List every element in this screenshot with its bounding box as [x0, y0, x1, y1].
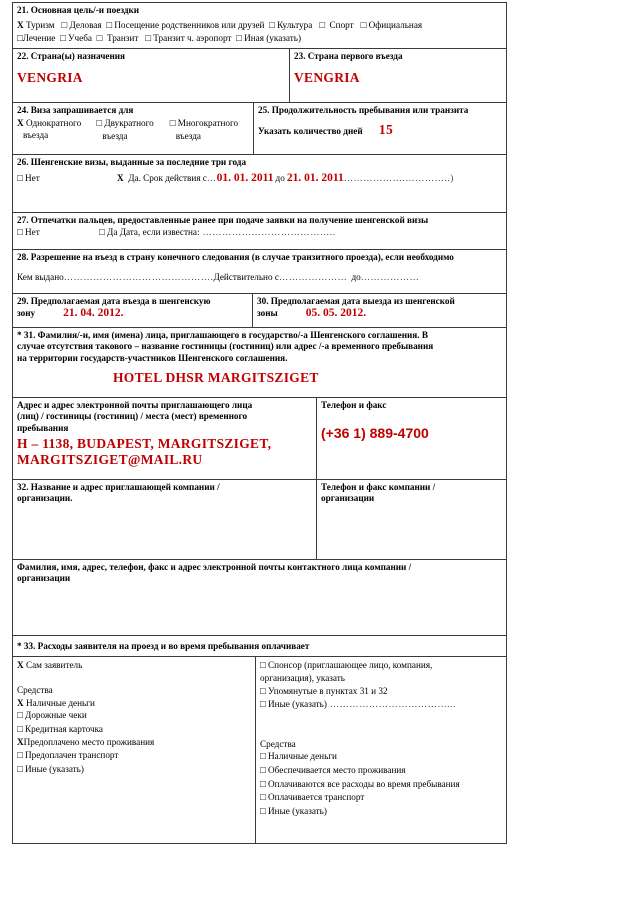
purpose-option-visiting-label: Посещение родственников или друзей — [114, 19, 265, 30]
payer-self-means-cash-label: Наличные деньги — [25, 697, 95, 708]
section-31-title-line-3: на территории государств-участников Шенгенского соглашения. — [17, 352, 288, 363]
section-33-left-column — [13, 657, 256, 843]
section-27-answer — [17, 226, 502, 239]
section-25-value[interactable]: 15 — [378, 122, 394, 137]
checkbox-icon: □ — [260, 793, 266, 804]
section-28-title: 28. Разрешение на въезд в страну конечного следования (в случае транзитного проезда), если необходимо — [17, 251, 454, 262]
section-32-title-line-2: организации. — [17, 493, 73, 503]
contact-person-label-line-1: Фамилия, имя, адрес, телефон, факс и адрес электронной почты контактного лица компании / — [17, 561, 412, 572]
section-24-options — [17, 117, 249, 142]
section-26-trailing-dots: ……………….…………..) — [343, 173, 454, 183]
section-32-phone-label-line-1: Телефон и факс компании / — [321, 481, 436, 492]
section-27-yes-label: Да Дата, если известна: — [107, 227, 200, 237]
purpose-option-medical[interactable] — [17, 33, 55, 43]
section-26-no-label: Нет — [25, 173, 40, 183]
payer-self-means-cash[interactable] — [17, 697, 251, 710]
purpose-option-business[interactable] — [61, 20, 101, 30]
form-row-27 — [13, 213, 506, 250]
payer-self-label: Сам заявитель — [25, 659, 83, 670]
purpose-option-culture-label: Культура — [277, 19, 313, 30]
purpose-option-study[interactable] — [60, 33, 92, 43]
purpose-option-culture[interactable] — [269, 20, 312, 30]
checkbox-icon: □ — [260, 660, 266, 671]
purpose-option-visiting[interactable] — [106, 20, 264, 30]
entry-option-double-sublabel: въезда — [102, 131, 128, 141]
section-25-field-label: Указать количество дней — [258, 126, 363, 136]
form-row-21 — [13, 3, 506, 49]
purpose-option-sport-label: Спорт — [329, 19, 354, 30]
section-28-valid-to-label: до — [351, 272, 361, 282]
payer-self-means-prepaid-accommodation[interactable] — [17, 736, 251, 749]
form-row-26 — [13, 155, 506, 213]
purpose-option-airport-transit-label: Транзит ч. аэропорт — [153, 32, 232, 43]
checkbox-icon: □ — [360, 20, 367, 31]
section-27-trailing-dots: ………………………………….. — [202, 227, 336, 237]
payer-sponsor-means-cash-label: Наличные деньги — [268, 751, 337, 762]
payer-self-means-other[interactable] — [17, 763, 251, 777]
section-26-title: 26. Шенгенские визы, выданные за последние три года — [17, 156, 247, 167]
payer-self-means-other-label: Иные (указать) — [25, 763, 84, 774]
section-25-field — [258, 124, 502, 138]
section-29-value[interactable]: 21. 04. 2012. — [63, 307, 124, 319]
checkbox-icon: □ — [17, 174, 23, 184]
section-26-answer — [17, 172, 502, 185]
checked-mark: X — [17, 697, 24, 708]
payer-sponsor-means-cash[interactable] — [260, 750, 502, 764]
form-row-28 — [13, 250, 506, 294]
checkbox-icon: □ — [260, 700, 266, 711]
section-26-between-label: до — [275, 173, 285, 183]
purpose-option-sport[interactable] — [319, 20, 353, 30]
checkbox-icon: □ — [17, 711, 23, 722]
payer-self-means-travellers-cheques-label: Дорожные чеки — [25, 710, 87, 721]
section-30-cell — [253, 294, 506, 327]
form-row-address-phone — [13, 398, 506, 480]
checkbox-icon: □ — [260, 806, 266, 817]
payer-self-means-prepaid-transport[interactable] — [17, 749, 251, 763]
payer-self-means-prepaid-transport-label: Предоплачен транспорт — [25, 750, 119, 761]
payer-sponsor-means-other[interactable] — [260, 805, 502, 819]
checkbox-icon: □ — [260, 686, 266, 697]
section-29-subtitle: зону — [17, 308, 36, 318]
invite-address-value-line-2[interactable]: MARGITSZIGET@MAIL.RU — [17, 452, 203, 467]
invite-address-label-line-2: (лиц) / гостиницы (гостиниц) / места (мест) временного — [17, 411, 248, 421]
form-row-33-title — [13, 636, 506, 657]
payer-sponsor-means-transport-label: Оплачивается транспорт — [268, 792, 365, 803]
section-33-right-column — [256, 657, 506, 843]
form-row-31 — [13, 328, 506, 398]
checkbox-icon: □ — [145, 33, 151, 44]
payer-sponsor-other-label: Иные (указать) — [268, 699, 327, 710]
section-24-title: 24. Виза запрашивается для — [17, 104, 134, 115]
section-31-title-line-1: * 31. Фамилия/-и, имя (имена) лица, приглашающего в государство/-а Шенгенского соглашения. В — [17, 329, 428, 340]
section-26-date-to[interactable]: 21. 01. 2011 — [286, 172, 344, 184]
purpose-option-business-label: Деловая — [69, 19, 102, 30]
form-row-29-30 — [13, 294, 506, 328]
checkbox-icon: □ — [169, 119, 176, 129]
entry-option-single[interactable] — [17, 117, 96, 142]
checked-mark: X — [17, 118, 24, 128]
payer-self-means-credit-card[interactable] — [17, 723, 251, 737]
checkbox-icon: □ — [17, 33, 23, 44]
entry-option-single-sublabel: въезда — [23, 130, 49, 140]
section-26-yes-option[interactable] — [117, 172, 207, 184]
checkbox-icon: □ — [59, 33, 66, 44]
purpose-option-other[interactable] — [236, 33, 301, 43]
section-30-subtitle: зоны — [257, 308, 278, 318]
section-32-phone-label-line-2: организации — [321, 493, 375, 503]
invite-address-label-line-1: Адрес и адрес электронной почты приглашающего лица — [17, 399, 253, 410]
payer-self-means-label: Средства — [17, 685, 53, 696]
checkbox-icon: □ — [17, 751, 23, 762]
entry-option-double[interactable] — [96, 117, 169, 142]
checkbox-icon: □ — [96, 33, 103, 44]
payer-sponsor-means-all-expenses-label: Оплачиваются все расходы во время пребывания — [268, 778, 460, 789]
section-21-options-row-1 — [17, 19, 502, 32]
payer-self-means-prepaid-accommodation-label: Предоплачено место проживания — [23, 737, 155, 748]
payer-sponsor-means-accommodation-label: Обеспечивается место проживания — [268, 765, 406, 776]
section-25-title: 25. Продолжительность пребывания или транзита — [258, 104, 469, 115]
payer-sponsor-means-transport[interactable] — [260, 791, 502, 805]
checkbox-icon: □ — [236, 33, 242, 44]
section-25-cell — [254, 103, 506, 154]
section-28-valid-from-label: Действительно с — [213, 272, 279, 282]
checkbox-icon: □ — [17, 228, 23, 238]
checkbox-icon: □ — [260, 766, 266, 777]
invite-address-cell — [13, 398, 317, 479]
form-row-24-25 — [13, 103, 506, 155]
invite-address-label-line-3: пребывания — [17, 422, 69, 433]
entry-option-single-label: Однократного — [25, 118, 82, 128]
purpose-option-tourism-label: Туризм — [25, 19, 55, 30]
purpose-option-tourism[interactable] — [17, 20, 55, 30]
section-22-title: 22. Страна(ы) назначения — [17, 50, 126, 61]
purpose-option-official-label: Официальная — [368, 19, 423, 30]
payer-sponsor-means-other-label: Иные (указать) — [268, 805, 327, 816]
form-row-contact-person — [13, 560, 506, 636]
purpose-option-medical-label: Лечение — [22, 32, 56, 43]
section-24-cell — [13, 103, 254, 154]
invite-phone-cell — [317, 398, 506, 479]
checkbox-icon: □ — [96, 119, 103, 129]
payer-sponsor-means-accommodation[interactable] — [260, 764, 502, 778]
purpose-option-airport-transit[interactable] — [145, 33, 231, 43]
payer-self-means-travellers-cheques[interactable] — [17, 709, 251, 723]
payer-sponsor-means-label: Средства — [260, 738, 296, 749]
contact-person-label-line-2: организации — [17, 573, 71, 583]
payer-sponsor-means-all-expenses[interactable] — [260, 778, 502, 792]
purpose-option-study-label: Учеба — [68, 32, 92, 43]
section-33-title: * 33. Расходы заявителя на проезд и во время пребывания оплачивает — [17, 640, 310, 651]
payer-sponsor-option[interactable] — [260, 659, 502, 673]
section-30-value[interactable]: 05. 05. 2012. — [305, 307, 367, 319]
checkbox-icon: □ — [260, 752, 266, 763]
payer-self-option[interactable] — [17, 659, 251, 672]
section-27-yes-option[interactable] — [99, 226, 200, 239]
section-28-issued-by-label: Кем выдано — [17, 272, 64, 282]
section-26-yes-label: Да. Срок действия с — [128, 173, 207, 183]
payer-sponsor-other-dots: ………………………………... — [326, 699, 456, 710]
invite-phone-label: Телефон и факс — [321, 399, 387, 410]
entry-option-double-label: Двукратного — [104, 118, 154, 128]
payer-sponsor-mentioned-label: Упомянутые в пунктах 31 и 32 — [268, 685, 388, 696]
checkbox-icon: □ — [99, 228, 105, 238]
checked-mark: X — [17, 737, 24, 748]
section-28-fields — [17, 271, 502, 283]
section-31-value[interactable]: HOTEL DHSR MARGITSZIGET — [113, 370, 319, 385]
section-27-title: 27. Отпечатки пальцев, предоставленные ранее при подаче заявки на получение шенгенской визы — [17, 214, 429, 225]
section-21-title: 21. Основная цель/-и поездки — [17, 5, 140, 15]
section-26-date-from[interactable]: 01. 01. 2011 — [216, 172, 274, 184]
section-23-title: 23. Страна первого въезда — [294, 50, 403, 61]
purpose-option-transit-label: Транзит — [106, 32, 139, 43]
checkbox-icon: □ — [17, 724, 23, 735]
section-30-title: 30. Предполагаемая дата выезда из шенгенской — [257, 295, 455, 306]
form-row-22-23 — [13, 49, 506, 103]
section-27-no-label: Нет — [25, 227, 40, 237]
purpose-option-official[interactable] — [361, 20, 423, 30]
purpose-option-transit[interactable] — [97, 33, 139, 43]
section-21-options-row-2 — [17, 32, 502, 45]
payer-sponsor-label-line-1: Спонсор (приглашающее лицо, компания, — [268, 659, 433, 670]
checked-mark: X — [17, 659, 24, 670]
purpose-option-other-label: Иная (указать) — [244, 32, 302, 43]
section-28-issued-by-dots[interactable]: ………………………………………. — [63, 272, 214, 282]
section-22-value[interactable]: VENGRIA — [17, 70, 83, 85]
section-28-valid-from-dots[interactable]: ………………… — [278, 272, 348, 282]
section-23-value[interactable]: VENGRIA — [294, 70, 360, 85]
section-31-title-line-2: случае отсутствия такового – название гостиницы (гостиниц) или адрес /-а временного пребывания — [17, 341, 434, 351]
section-29-cell — [13, 294, 253, 327]
section-32-phone-cell — [317, 480, 506, 559]
section-27-no-option[interactable] — [17, 226, 99, 239]
checkbox-icon: □ — [106, 20, 112, 31]
section-26-dots-before: … — [206, 173, 217, 183]
form-row-32 — [13, 480, 506, 560]
entry-option-multiple-sublabel: въезда — [175, 131, 201, 141]
payer-sponsor-other-option[interactable] — [260, 698, 502, 712]
section-28-valid-to-dots[interactable]: ……………… — [360, 272, 420, 282]
section-22-cell — [13, 49, 290, 102]
payer-self-means-credit-card-label: Кредитная карточка — [25, 723, 103, 734]
form-row-33-body — [13, 657, 506, 843]
section-32-cell — [13, 480, 317, 559]
payer-sponsor-label-line-2: организация), указать — [260, 673, 345, 684]
section-29-title: 29. Предполагаемая дата въезда в шенгенскую — [17, 295, 211, 306]
section-32-title-line-1: 32. Название и адрес приглашающей компании / — [17, 481, 220, 492]
section-23-cell — [290, 49, 506, 102]
invite-phone-value[interactable]: (+36 1) 889-4700 — [321, 425, 429, 441]
checkbox-icon: □ — [260, 779, 266, 790]
checkbox-icon: □ — [61, 20, 68, 31]
section-26-no-option[interactable] — [17, 172, 117, 185]
checkbox-icon: □ — [319, 20, 325, 31]
payer-sponsor-mentioned-option[interactable] — [260, 685, 502, 699]
visa-application-form — [12, 2, 507, 844]
entry-option-multiple[interactable] — [170, 117, 249, 142]
checkbox-icon: □ — [269, 20, 275, 31]
checked-mark: X — [17, 19, 24, 30]
checkbox-icon: □ — [17, 764, 23, 775]
invite-address-value-line-1[interactable]: H – 1138, BUDAPEST, MARGITSZIGET, — [17, 436, 272, 451]
checked-mark: X — [117, 173, 124, 183]
entry-option-multiple-label: Многократного — [177, 118, 239, 128]
